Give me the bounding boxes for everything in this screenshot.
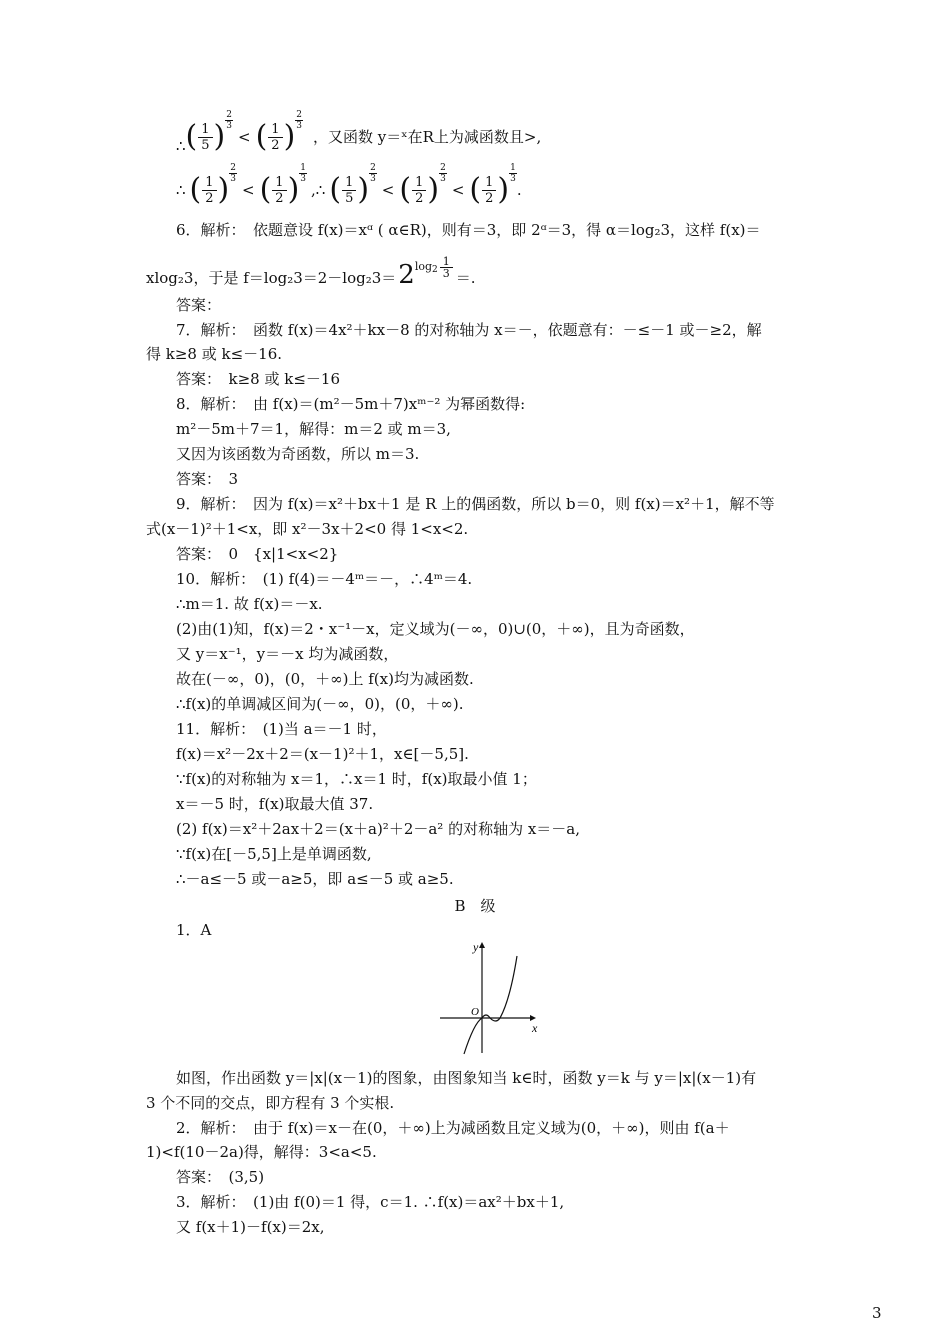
page-number: 3 <box>872 1304 882 1322</box>
text-line: 3 个不同的交点，即方程有 3 个实根. <box>146 1094 395 1112</box>
text-line: 得 k≥8 或 k≤－16. <box>146 345 283 363</box>
therefore-symbol: ∴ <box>176 137 186 155</box>
text-line: ∴f(x)的单调减区间为(－∞，0)，(0，＋∞). <box>176 695 464 713</box>
comma-therefore: ,∴ <box>311 181 326 199</box>
text-line: 6．解析： 依题意设 f(x)＝xᵅ ( α∈R)，则有＝3，即 2ᵅ＝3，得 α＝log₂3，这样 f(x)＝ <box>176 221 761 239</box>
text-line: 1)<f(10－2a)得，解得：3<a<5. <box>146 1143 377 1161</box>
text-line: 如图，作出函数 y＝|x|(x－1)的图象，由图象知当 k∈时，函数 y＝k 与 y＝|x|(x－1)有 <box>176 1069 757 1087</box>
function-graph <box>430 938 550 1058</box>
x-axis-label: x <box>532 1021 538 1035</box>
text-line: 7．解析： 函数 f(x)＝4x²＋kx－8 的对称轴为 x＝－，依题意有：－≤－1 或－≥2，解 <box>176 321 762 339</box>
text-line: 答案： k≥8 或 k≤－16 <box>176 370 340 388</box>
power-term: ( $\frac{1}{2}$ ) $\frac{1}{3}$ <box>259 162 307 207</box>
power-term: ( $\frac{1}{2}$ ) $\frac{1}{3}$ <box>469 162 516 207</box>
text-line: 3．解析： (1)由 f(0)＝1 得，c＝1. ∴f(x)＝ax²＋bx＋1, <box>176 1193 565 1211</box>
origin-label: O <box>471 1006 479 1018</box>
text-line: 9．解析： 因为 f(x)＝x²＋bx＋1 是 R 上的偶函数，所以 b＝0，则 f(x)＝x²＋1，解不等 <box>176 495 775 513</box>
math-line-1 <box>176 109 542 162</box>
text-line: f(x)＝x²－2x＋2＝(x－1)²＋1，x∈[－5,5]. <box>176 745 469 763</box>
text-line: 答案： 0 {x|1<x<2} <box>176 545 339 563</box>
text-line: 1．A <box>176 921 212 939</box>
text-line: (2)由(1)知，f(x)＝2・x⁻¹－x，定义域为(－∞，0)∪(0，＋∞)，且为奇函数， <box>176 620 695 638</box>
power-of-two: 2 log 2 $\frac{1}{3}$ <box>398 262 453 288</box>
paren-left: ( <box>185 119 198 154</box>
text-line: x＝－5 时，f(x)取最大值 37. <box>176 795 374 813</box>
text-line: ∴m＝1. 故 f(x)＝－x. <box>176 595 323 613</box>
paren-right: ) <box>213 119 226 154</box>
text-line: 答案： <box>176 296 222 314</box>
fraction: $\frac{1}{2}$ <box>268 122 282 153</box>
fraction: $\frac{1}{5}$ <box>198 122 212 153</box>
exponent: $\frac{2}{3}$ <box>226 109 232 131</box>
less-than: < <box>238 128 251 146</box>
curve <box>464 956 517 1054</box>
text-line: 10．解析： (1) f(4)＝－4ᵐ＝－，∴4ᵐ＝4. <box>176 570 473 588</box>
text-line: 答案： (3,5) <box>176 1168 265 1186</box>
y-axis-arrow <box>479 942 485 948</box>
text-line: 式(x－1)²＋1<x，即 x²－3x＋2<0 得 1<x<2. <box>146 520 469 538</box>
text-line: 又 f(x＋1)－f(x)＝2x, <box>176 1218 325 1236</box>
power-fifth <box>185 109 233 154</box>
power-term: ( $\frac{1}{2}$ ) $\frac{2}{3}$ <box>399 162 446 207</box>
text-line: m²－5m＋7＝1，解得：m＝2 或 m＝3, <box>176 420 451 438</box>
text-line: 又因为该函数为奇函数，所以 m＝3. <box>176 445 420 463</box>
paren-left: ( <box>255 119 268 154</box>
text-line: ∵f(x)的对称轴为 x＝1，∴x＝1 时，f(x)取最小值 1； <box>176 770 537 788</box>
line-text: ，又函数 y＝ˣ在R上为减函数且>, <box>313 128 542 146</box>
section-heading: B 级 <box>454 897 496 915</box>
text-line: 故在(－∞，0)，(0，＋∞)上 f(x)均为减函数. <box>176 670 474 688</box>
text-line: ∴－a≤－5 或－a≥5，即 a≤－5 或 a≥5. <box>176 870 454 888</box>
power-term: ( $\frac{1}{2}$ ) $\frac{2}{3}$ <box>189 162 236 207</box>
math-line-2: ∴ ( $\frac{1}{2}$ ) $\frac{2}{3}$ < ( $\frac{1}{2}$ ) $\frac{1}{3}$ ,∴ ( $\frac{1}{5}$ ) $\frac{2}{3}$ < ( $\frac{1}{2}$ ) $\frac{2}{3}$ < ( $\frac{1}{2}$ ) $\frac{1}{3}$ . <box>176 162 522 207</box>
text-line: ∵f(x)在[－5,5]上是单调函数, <box>176 845 372 863</box>
line-text: . <box>516 181 522 199</box>
therefore-symbol: ∴ <box>176 181 186 199</box>
exponent: $\frac{2}{3}$ <box>296 109 303 131</box>
text-line: 8．解析： 由 f(x)＝(m²－5m＋7)xᵐ⁻² 为幂函数得: <box>176 395 526 413</box>
y-axis-label: y <box>473 940 479 954</box>
paren-right: ) <box>283 119 296 154</box>
text-line: 2．解析： 由于 f(x)＝x－在(0，＋∞)上为减函数且定义域为(0，＋∞)，则由 f(a＋ <box>176 1119 730 1137</box>
text-line: 又 y＝x⁻¹，y＝－x 均为减函数， <box>176 645 399 663</box>
power-half <box>255 109 303 154</box>
text-line: 11．解析： (1)当 a＝－1 时， <box>176 720 387 738</box>
power-term: ( $\frac{1}{5}$ ) $\frac{2}{3}$ <box>329 162 376 207</box>
text-line: (2) f(x)＝x²＋2ax＋2＝(x＋a)²＋2－a² 的对称轴为 x＝－a, <box>176 820 581 838</box>
text-line-log: xlog₂3，于是 f＝log₂3＝2－log₂3＝ 2 log 2 $\frac{1}{3}$ ＝. <box>146 254 476 290</box>
text-line: 答案： 3 <box>176 470 239 488</box>
